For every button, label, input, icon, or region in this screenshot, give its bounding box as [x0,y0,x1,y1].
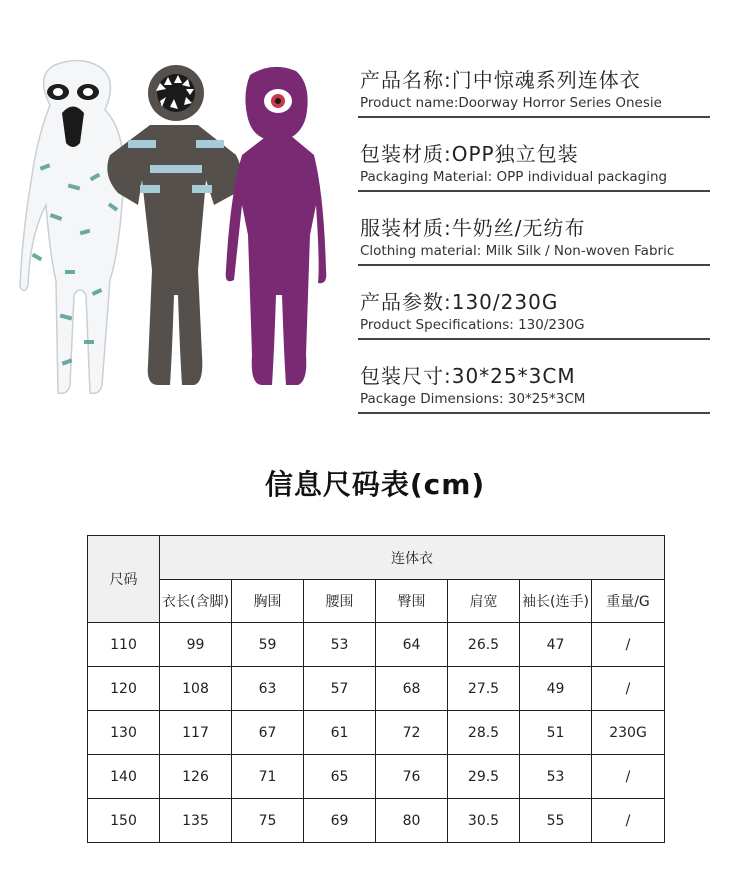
divider [358,264,710,266]
table-cell: 49 [520,667,592,711]
table-cell: 68 [376,667,448,711]
table-cell: 108 [160,667,232,711]
table-cell: / [592,755,665,799]
table-cell: 72 [376,711,448,755]
column-header: 腰围 [304,580,376,623]
table-cell: 28.5 [448,711,520,755]
table-cell: 135 [160,799,232,843]
spec-en-label: Package Dimensions: 30*25*3CM [360,391,586,407]
table-cell: 59 [232,623,304,667]
spec-en-label: Product name:Doorway Horror Series Onesie [360,95,662,111]
costume-figures-image [10,55,350,400]
column-header: 重量/G [592,580,665,623]
grey-onesie-figure [107,65,241,385]
table-cell: 29.5 [448,755,520,799]
spec-en-label: Clothing material: Milk Silk / Non-woven Fabric [360,243,675,259]
table-cell: 57 [304,667,376,711]
table-cell: 230G [592,711,665,755]
onesie-group-header: 连体衣 [160,536,665,580]
spec-product-name [358,58,710,132]
size-header: 尺码 [88,536,160,623]
table-cell: 51 [520,711,592,755]
divider [358,190,710,192]
table-cell: 63 [232,667,304,711]
table-cell: 99 [160,623,232,667]
spec-cn-label: 产品名称:门中惊魂系列连体衣 [360,68,641,92]
table-cell: 55 [520,799,592,843]
table-cell: 65 [304,755,376,799]
table-cell: / [592,799,665,843]
column-header: 衣长(含脚) [160,580,232,623]
spec-en-label: Product Specifications: 130/230G [360,317,585,333]
spec-product-specifications [358,280,710,354]
table-cell: / [592,623,665,667]
table-cell: 71 [232,755,304,799]
table-cell: 150 [88,799,160,843]
table-row [88,755,665,799]
table-cell: 76 [376,755,448,799]
spec-clothing-material [358,206,710,280]
table-cell: 69 [304,799,376,843]
table-row [88,711,665,755]
table-cell: 67 [232,711,304,755]
size-chart-table [87,535,665,843]
table-row [88,623,665,667]
spec-cn-label: 包装材质:OPP独立包装 [360,142,579,166]
column-header: 肩宽 [448,580,520,623]
table-cell: 80 [376,799,448,843]
column-header: 胸围 [232,580,304,623]
spec-packaging-material [358,132,710,206]
divider [358,338,710,340]
table-cell: 110 [88,623,160,667]
table-cell: 120 [88,667,160,711]
table-cell: 130 [88,711,160,755]
purple-onesie-figure [226,67,327,385]
spec-en-label: Packaging Material: OPP individual packaging [360,169,668,185]
spec-cn-label: 服装材质:牛奶丝/无纺布 [360,216,586,240]
table-cell: 75 [232,799,304,843]
spec-cn-label: 包装尺寸:30*25*3CM [360,364,576,388]
column-header: 袖长(连手) [520,580,592,623]
spec-cn-label: 产品参数:130/230G [360,290,559,314]
white-onesie-figure [20,60,124,393]
table-cell: 30.5 [448,799,520,843]
table-cell: 64 [376,623,448,667]
table-cell: 53 [304,623,376,667]
table-row [88,799,665,843]
spec-package-dimensions [358,354,710,428]
divider [358,412,710,414]
table-cell: / [592,667,665,711]
table-cell: 26.5 [448,623,520,667]
table-cell: 140 [88,755,160,799]
size-chart-title: 信息尺码表(cm) [264,468,486,501]
table-cell: 27.5 [448,667,520,711]
divider [358,116,710,118]
table-row [88,667,665,711]
product-spec-list [358,58,710,428]
column-header: 臀围 [376,580,448,623]
table-cell: 117 [160,711,232,755]
table-cell: 53 [520,755,592,799]
product-hero [0,0,750,420]
table-cell: 126 [160,755,232,799]
table-cell: 47 [520,623,592,667]
table-cell: 61 [304,711,376,755]
